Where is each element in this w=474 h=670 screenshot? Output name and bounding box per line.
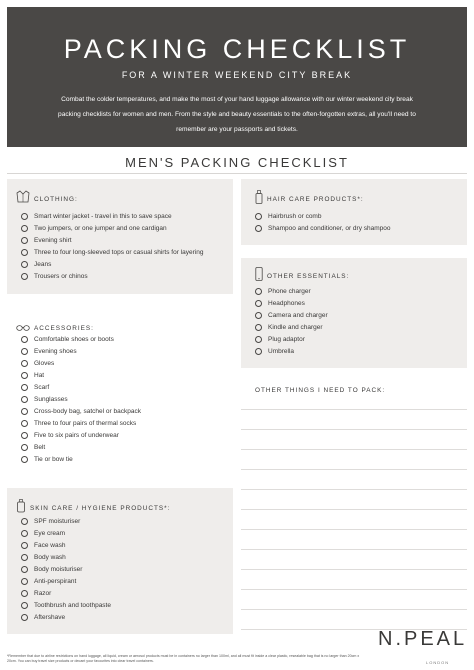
checkbox[interactable]: [21, 542, 28, 549]
checkbox[interactable]: [255, 213, 262, 220]
note-line[interactable]: [241, 590, 467, 610]
item-label: Three to four pairs of thermal socks: [34, 419, 137, 427]
note-line[interactable]: [241, 490, 467, 510]
other-essentials-heading: OTHER ESSENTIALS:: [267, 273, 350, 280]
checkbox[interactable]: [21, 420, 28, 427]
other-essentials-panel: [241, 258, 467, 368]
list-item[interactable]: [255, 333, 328, 345]
checkbox[interactable]: [21, 408, 28, 415]
item-label: Aftershave: [34, 613, 66, 621]
checkbox[interactable]: [255, 288, 262, 295]
item-label: Phone charger: [268, 287, 311, 295]
checkbox[interactable]: [21, 530, 28, 537]
note-line[interactable]: [241, 610, 467, 630]
spray-bottle-icon: [255, 190, 263, 209]
list-item[interactable]: [255, 222, 391, 234]
accessories-panel: [7, 305, 233, 475]
item-label: Toothbrush and toothpaste: [34, 601, 111, 609]
brand-logo: N.PEAL: [378, 628, 468, 650]
header-banner: [7, 7, 467, 147]
list-item[interactable]: [21, 453, 141, 465]
item-label: Shampoo and conditioner, or dry shampoo: [268, 224, 391, 232]
list-item[interactable]: [21, 587, 111, 599]
list-item[interactable]: [21, 357, 141, 369]
checkbox[interactable]: [21, 261, 28, 268]
list-item[interactable]: [21, 369, 141, 381]
note-line[interactable]: [241, 430, 467, 450]
item-label: Smart winter jacket - travel in this to save space: [34, 212, 172, 220]
list-item[interactable]: [21, 551, 111, 563]
item-label: Jeans: [34, 260, 52, 268]
list-item[interactable]: [255, 309, 328, 321]
section-divider: [7, 173, 467, 174]
item-label: Razor: [34, 589, 52, 597]
section-title: MEN'S PACKING CHECKLIST: [125, 155, 349, 170]
checkbox[interactable]: [255, 324, 262, 331]
list-item[interactable]: [21, 599, 111, 611]
list-item[interactable]: [21, 611, 111, 623]
page-title: PACKING CHECKLIST: [63, 34, 411, 64]
checkbox[interactable]: [21, 614, 28, 621]
item-label: Camera and charger: [268, 311, 328, 319]
checkbox[interactable]: [255, 312, 262, 319]
checkbox[interactable]: [21, 444, 28, 451]
checkbox[interactable]: [21, 225, 28, 232]
list-item[interactable]: [255, 210, 391, 222]
list-item[interactable]: [21, 515, 111, 527]
checkbox[interactable]: [21, 237, 28, 244]
clothing-heading: CLOTHING:: [34, 195, 78, 203]
checkbox[interactable]: [21, 396, 28, 403]
item-label: Plug adaptor: [268, 335, 305, 343]
haircare-header: [255, 190, 364, 209]
list-item[interactable]: [21, 333, 141, 345]
intro-text: Combat the colder temperatures, and make the most of your hand luggage allowance with our winter weekend city break packing checklists for women and men. From the style and beauty essentials to the often-forgotten extras, all you'll need to remember are your passports and tickets.: [58, 96, 416, 133]
list-item[interactable]: [21, 345, 141, 357]
item-label: Body wash: [34, 553, 66, 561]
note-line[interactable]: [241, 450, 467, 470]
list-item[interactable]: [255, 321, 328, 333]
item-label: Cross-body bag, satchel or backpack: [34, 407, 141, 415]
jacket-icon: [16, 190, 30, 208]
checkbox[interactable]: [21, 336, 28, 343]
list-item[interactable]: [21, 417, 141, 429]
list-item[interactable]: [21, 539, 111, 551]
accessories-list: [21, 333, 141, 465]
list-item[interactable]: [255, 345, 328, 357]
checkbox[interactable]: [255, 348, 262, 355]
list-item[interactable]: [21, 258, 203, 270]
checkbox[interactable]: [21, 602, 28, 609]
list-item[interactable]: [21, 405, 141, 417]
item-label: Trousers or chinos: [34, 272, 88, 280]
notes-heading: OTHER THINGS I NEED TO PACK:: [255, 387, 386, 394]
item-label: Kindle and charger: [268, 323, 323, 331]
notes-lines[interactable]: [241, 390, 467, 630]
checkbox[interactable]: [255, 225, 262, 232]
checkbox[interactable]: [21, 360, 28, 367]
skincare-panel: [7, 488, 233, 634]
item-label: Tie or bow tie: [34, 455, 73, 463]
list-item[interactable]: [21, 429, 141, 441]
list-item[interactable]: [21, 441, 141, 453]
checkbox[interactable]: [21, 456, 28, 463]
checkbox[interactable]: [255, 300, 262, 307]
phone-icon: [255, 267, 263, 286]
note-line[interactable]: [241, 510, 467, 530]
item-label: Scarf: [34, 383, 50, 391]
checkbox[interactable]: [21, 518, 28, 525]
checkbox[interactable]: [21, 348, 28, 355]
item-label: Five to six pairs of underwear: [34, 431, 119, 439]
checkbox[interactable]: [21, 566, 28, 573]
checkbox[interactable]: [21, 578, 28, 585]
item-label: Two jumpers, or one jumper and one cardigan: [34, 224, 167, 232]
note-line[interactable]: [241, 410, 467, 430]
haircare-heading: HAIR CARE PRODUCTS*:: [267, 196, 364, 203]
item-label: Hat: [34, 371, 45, 379]
item-label: Evening shoes: [34, 347, 77, 355]
note-line[interactable]: [241, 550, 467, 570]
list-item[interactable]: [21, 575, 111, 587]
item-label: Evening shirt: [34, 236, 72, 244]
list-item[interactable]: [21, 234, 203, 246]
page-subtitle: FOR A WINTER WEEKEND CITY BREAK: [121, 70, 353, 80]
accessories-heading: ACCESSORIES:: [34, 324, 94, 332]
haircare-list: [255, 210, 391, 234]
list-item[interactable]: [21, 246, 203, 258]
checkbox[interactable]: [21, 554, 28, 561]
item-label: Anti-perspirant: [34, 577, 77, 585]
other-essentials-list: [255, 285, 328, 357]
item-label: Sunglasses: [34, 395, 68, 403]
item-label: Umbrella: [268, 347, 295, 355]
item-label: Belt: [34, 443, 46, 451]
clothing-list: [21, 210, 203, 282]
clothing-header: [16, 190, 78, 208]
checkbox[interactable]: [21, 432, 28, 439]
list-item[interactable]: [255, 285, 328, 297]
list-item[interactable]: [21, 270, 203, 282]
item-label: Gloves: [34, 359, 55, 367]
item-label: SPF moisturiser: [34, 517, 81, 525]
note-line[interactable]: [241, 530, 467, 550]
note-line[interactable]: [241, 390, 467, 410]
item-label: Headphones: [268, 299, 305, 307]
item-label: Three to four long-sleeved tops or casual shirts for layering: [34, 248, 204, 256]
note-line[interactable]: [241, 570, 467, 590]
list-item[interactable]: [21, 381, 141, 393]
list-item[interactable]: [255, 297, 328, 309]
item-label: Hairbrush or comb: [268, 212, 322, 220]
checkbox[interactable]: [21, 213, 28, 220]
list-item[interactable]: [21, 210, 203, 222]
list-item[interactable]: [21, 527, 111, 539]
checkbox[interactable]: [21, 273, 28, 280]
item-label: Body moisturiser: [34, 565, 83, 573]
clothing-panel: [7, 179, 233, 294]
checkbox[interactable]: [21, 590, 28, 597]
checkbox[interactable]: [21, 384, 28, 391]
checkbox[interactable]: [255, 336, 262, 343]
item-label: Eye cream: [34, 529, 66, 537]
skincare-heading: SKIN CARE / HYGIENE PRODUCTS*:: [30, 505, 171, 512]
checkbox[interactable]: [21, 249, 28, 256]
item-label: Comfortable shoes or boots: [34, 335, 114, 343]
list-item[interactable]: [21, 563, 111, 575]
checkbox[interactable]: [21, 372, 28, 379]
item-label: Face wash: [34, 541, 66, 549]
brand-location: LONDON: [426, 660, 450, 665]
skincare-list: [21, 515, 111, 623]
note-line[interactable]: [241, 470, 467, 490]
footnote: *Remember that due to airline restrictions on hand luggage, all liquid, cream or aerosol products must be in containers no larger than 100ml, and all must fit inside a clear plastic, resealable bag that is no larger than 20cm x 20cm. You can buy travel size products or decant your favourites into clear travel containers.: [7, 654, 360, 663]
haircare-panel: [241, 179, 467, 245]
list-item[interactable]: [21, 393, 141, 405]
other-essentials-header: [255, 267, 349, 286]
list-item[interactable]: [21, 222, 203, 234]
